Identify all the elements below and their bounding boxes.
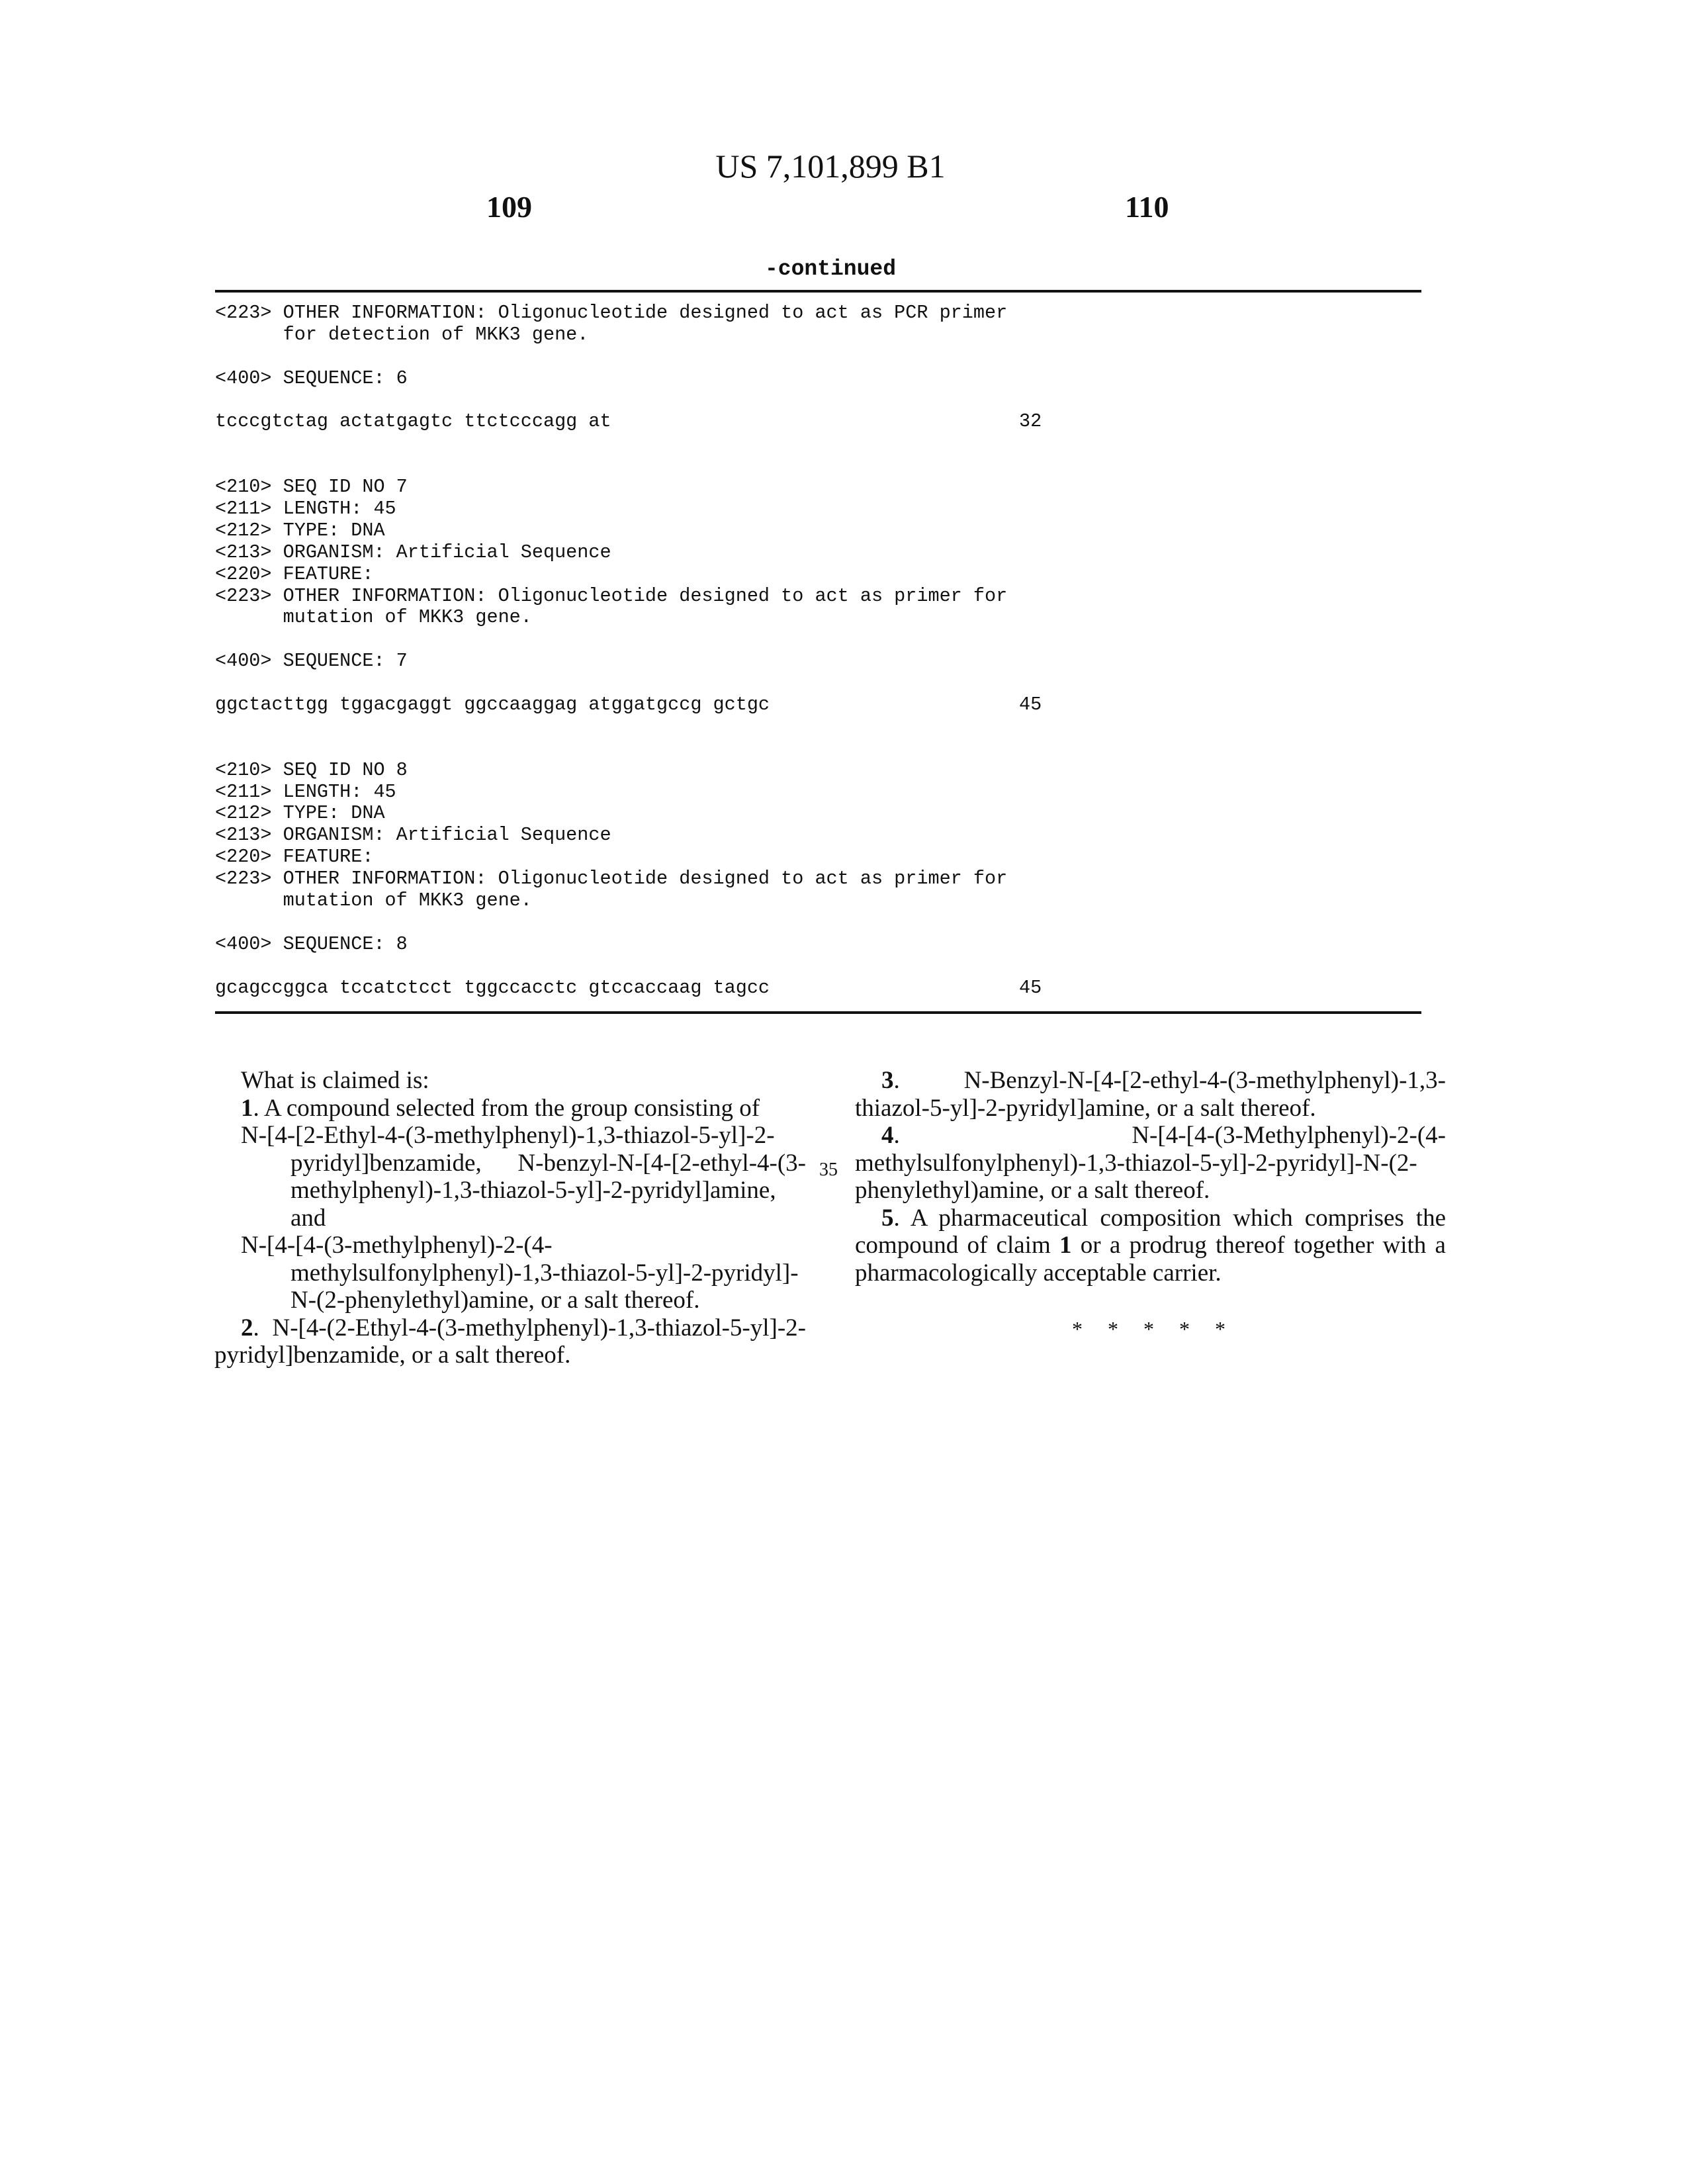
claim-4-number: 4 bbox=[881, 1122, 894, 1149]
page-number-left: 109 bbox=[486, 189, 532, 224]
sequence-line-text: <223> OTHER INFORMATION: Oligonucleotide designed to act as primer for bbox=[215, 585, 1007, 607]
patent-number: US 7,101,899 B1 bbox=[0, 147, 1661, 185]
sequence-line-text: for detection of MKK3 gene. bbox=[215, 324, 588, 345]
sequence-line bbox=[215, 520, 1421, 542]
sequence-line bbox=[215, 564, 1421, 586]
sequence-line bbox=[215, 586, 1421, 608]
sequence-line bbox=[215, 411, 1421, 433]
sequence-length-number: 32 bbox=[1019, 411, 1042, 433]
sequence-length-number: 45 bbox=[1019, 694, 1042, 716]
sequence-line-text: tcccgtctag actatgagtc ttctcccagg at bbox=[215, 410, 611, 432]
sequence-line bbox=[215, 324, 1421, 346]
sequence-line-text: <212> TYPE: DNA bbox=[215, 802, 385, 824]
sequence-line bbox=[215, 716, 1421, 738]
sequence-line bbox=[215, 846, 1421, 868]
end-marks: * * * * * bbox=[1072, 1317, 1226, 1342]
sequence-line-text: <211> LENGTH: 45 bbox=[215, 498, 396, 520]
sequence-line-text: mutation of MKK3 gene. bbox=[215, 889, 532, 911]
top-rule bbox=[215, 290, 1421, 293]
claim-5-text-b: or a prodrug thereof together with a pharmacologically acceptable carrier. bbox=[855, 1232, 1446, 1287]
sequence-line-text: ggctacttgg tggacgaggt ggccaaggag atggatgccg gctgc bbox=[215, 694, 770, 715]
sequence-line bbox=[215, 629, 1421, 651]
sequence-line-text: <400> SEQUENCE: 8 bbox=[215, 933, 408, 955]
sequence-line bbox=[215, 607, 1421, 629]
sequence-line bbox=[215, 302, 1421, 324]
continued-label: -continued bbox=[0, 257, 1661, 281]
sequence-line bbox=[215, 956, 1421, 978]
sequence-line-text: <223> OTHER INFORMATION: Oligonucleotide designed to act as PCR primer bbox=[215, 302, 1007, 324]
sequence-listing bbox=[215, 302, 1421, 999]
sequence-line bbox=[215, 433, 1421, 455]
claim-5-reference: 1 bbox=[1059, 1232, 1072, 1259]
sequence-line bbox=[215, 651, 1421, 672]
sequence-line-text: <220> FEATURE: bbox=[215, 563, 373, 585]
sequence-line bbox=[215, 825, 1421, 846]
claim-5-text-a: . A pharmaceutical composition which comprises the compound of claim bbox=[855, 1205, 1446, 1259]
sequence-line-text: <210> SEQ ID NO 8 bbox=[215, 759, 408, 781]
sequence-line bbox=[215, 390, 1421, 412]
sequence-line-text: <211> LENGTH: 45 bbox=[215, 781, 396, 803]
sequence-line-text: <212> TYPE: DNA bbox=[215, 520, 385, 541]
sequence-line bbox=[215, 542, 1421, 564]
sequence-line bbox=[215, 498, 1421, 520]
claim-5-number: 5 bbox=[881, 1205, 894, 1232]
claim-4 bbox=[855, 1122, 1446, 1205]
sequence-length-number: 45 bbox=[1019, 978, 1042, 999]
claim-1-number: 1 bbox=[241, 1095, 253, 1122]
sequence-line bbox=[215, 477, 1421, 498]
sequence-line bbox=[215, 455, 1421, 477]
claim-5 bbox=[855, 1205, 1446, 1287]
sequence-line bbox=[215, 978, 1421, 999]
sequence-line-text: mutation of MKK3 gene. bbox=[215, 606, 532, 628]
sequence-line-text: <400> SEQUENCE: 6 bbox=[215, 367, 408, 389]
claim-1-compound-a: N-[4-[2-Ethyl-4-(3-methylphenyl)-1,3-thiazol-5-yl]-2-pyridyl]benzamide, N-benzyl-N-[4-[2-ethyl-4-(3-methylphenyl)-1,3-thiazol-5-yl]-2-pyridyl]amine, and bbox=[241, 1122, 806, 1232]
sequence-line-text: <400> SEQUENCE: 7 bbox=[215, 650, 408, 672]
claim-2-number: 2 bbox=[241, 1314, 253, 1342]
claims-left-column bbox=[214, 1067, 806, 1369]
claim-1-lead bbox=[214, 1095, 806, 1122]
sequence-line bbox=[215, 672, 1421, 694]
claim-3 bbox=[855, 1067, 1446, 1122]
sequence-line bbox=[215, 912, 1421, 934]
sequence-line-text: <213> ORGANISM: Artificial Sequence bbox=[215, 824, 611, 846]
sequence-line-text: <223> OTHER INFORMATION: Oligonucleotide designed to act as primer for bbox=[215, 868, 1007, 889]
sequence-line bbox=[215, 368, 1421, 390]
claim-3-text: . N-Benzyl-N-[4-[2-ethyl-4-(3-methylphenyl)-1,3-thiazol-5-yl]-2-pyridyl]amine, or a salt thereof. bbox=[855, 1067, 1446, 1122]
claim-3-number: 3 bbox=[881, 1067, 894, 1094]
sequence-line bbox=[215, 760, 1421, 782]
claims-right-column bbox=[855, 1067, 1446, 1287]
sequence-line-text: gcagccggca tccatctcct tggccacctc gtccaccaag tagcc bbox=[215, 977, 770, 999]
sequence-line bbox=[215, 738, 1421, 760]
claim-2-text: . N-[4-(2-Ethyl-4-(3-methylphenyl)-1,3-thiazol-5-yl]-2-pyridyl]benzamide, or a salt thereof. bbox=[214, 1314, 806, 1369]
sequence-line bbox=[215, 346, 1421, 368]
claim-4-text: . N-[4-[4-(3-Methylphenyl)-2-(4-methylsulfonylphenyl)-1,3-thiazol-5-yl]-2-pyridyl]-N-(2-phenylethyl)amine, or a salt thereof. bbox=[855, 1122, 1446, 1204]
claim-1-lead-text: . A compound selected from the group consisting of bbox=[253, 1095, 760, 1122]
claim-1-compound-b: N-[4-[4-(3-methylphenyl)-2-(4-methylsulfonylphenyl)-1,3-thiazol-5-yl]-2-pyridyl]-N-(2-phenylethyl)amine, or a salt thereof. bbox=[241, 1232, 806, 1314]
sequence-line-text: <213> ORGANISM: Artificial Sequence bbox=[215, 541, 611, 563]
sequence-line bbox=[215, 782, 1421, 803]
claim-2 bbox=[214, 1314, 806, 1369]
sequence-line bbox=[215, 868, 1421, 890]
sequence-line bbox=[215, 803, 1421, 825]
sequence-line-text: <220> FEATURE: bbox=[215, 846, 373, 868]
line-number: 35 bbox=[819, 1160, 838, 1181]
sequence-line bbox=[215, 934, 1421, 956]
sequence-line bbox=[215, 694, 1421, 716]
sequence-line bbox=[215, 890, 1421, 912]
bottom-rule bbox=[215, 1011, 1421, 1014]
page-number-right: 110 bbox=[1125, 189, 1169, 224]
sequence-line-text: <210> SEQ ID NO 7 bbox=[215, 476, 408, 498]
claims-intro: What is claimed is: bbox=[214, 1067, 806, 1095]
